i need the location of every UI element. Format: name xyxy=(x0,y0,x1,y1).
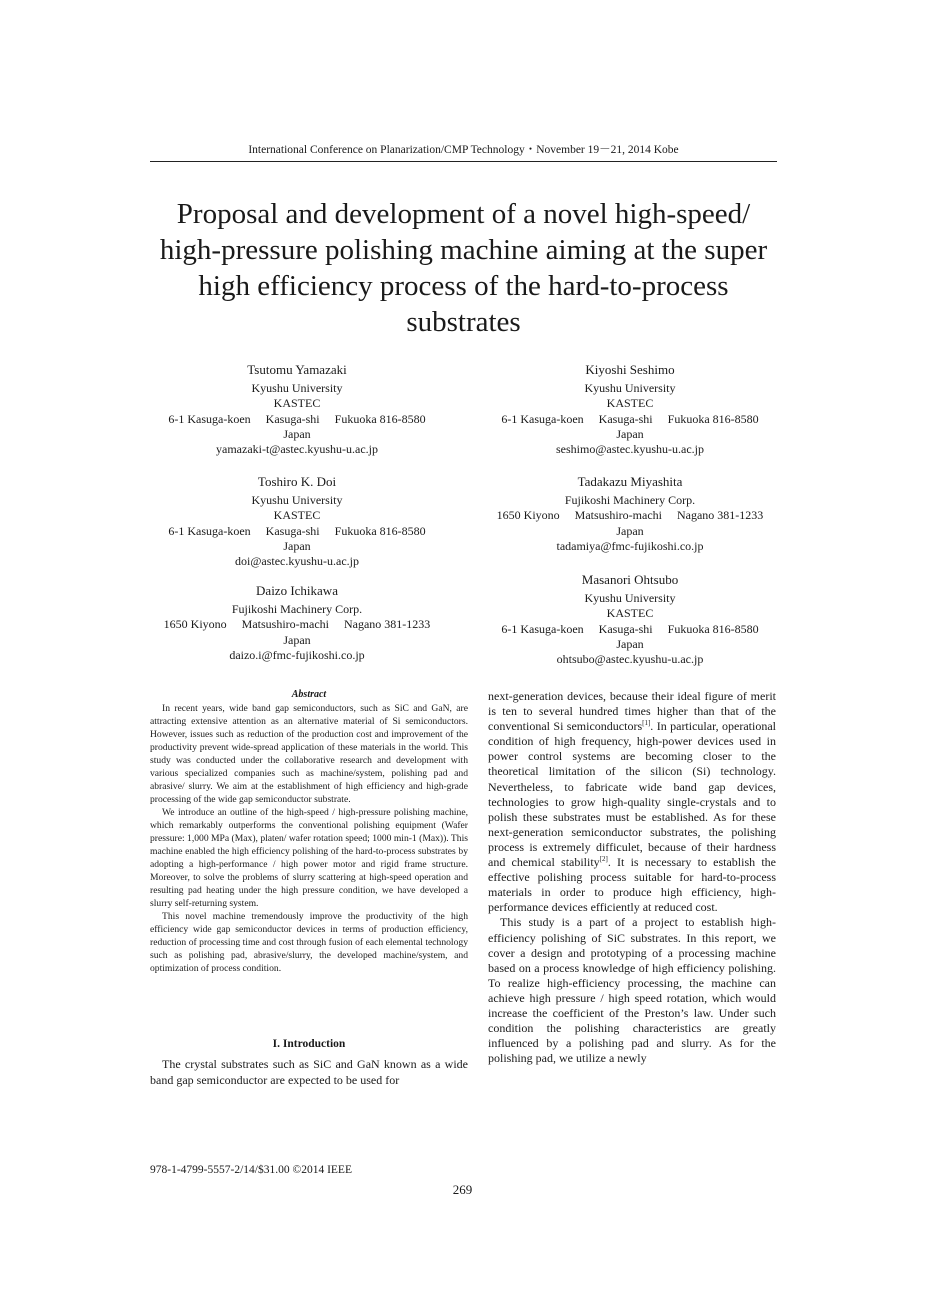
author-block xyxy=(468,572,792,667)
conference-header: International Conference on Planarization/CMP Technology・November 19－21, 2014 Kobe xyxy=(248,144,679,156)
body-paragraph: This study is a part of a project to establish high-efficiency polishing of SiC substrates. In this report, we cover a design and prototyping of a processing machine based on a process knowledge of high efficiency polishing. To realize high-efficiency processing, the machine can achieve high pressure / high speed rotation, which would increase the coefficient of the Preston’s law. Under such condition the polishing characteristics are greatly influenced by a polishing pad and slurry. As for the polishing pad, we utilize a newly xyxy=(488,915,776,1066)
author-name: Masanori Ohtsubo xyxy=(581,572,679,587)
author-block xyxy=(135,583,459,663)
title-line: high-pressure polishing machine aiming at the super xyxy=(159,234,768,266)
author-block xyxy=(135,474,459,569)
author-address: 6-1 Kasuga-koen Kasuga-shi Fukuoka 816-8580 xyxy=(501,411,759,426)
abstract-paragraph: We introduce an outline of the high-speed / high-pressure polishing machine, which remarkably outperforms the conventional polishing equipment (Wafer pressure: 1,000 MPa (Max), platen/ wafer rotation speed; 1000 min-1 (Max)). This machine enabled the high efficiency polishing of the hard-to-process substrates by adopting a high-performance / high power motor and rigid frame structure. Moreover, to solve the problems of slurry scattering at high-speed operation and resulting pad heating under the high pressure condition, we have developed a slurry self-returning system. xyxy=(150,807,468,909)
citation-ref: [1] xyxy=(642,719,651,728)
section-heading-introduction: I. Introduction xyxy=(272,1038,346,1050)
author-country: Japan xyxy=(616,426,644,441)
author-email: daizo.i@fmc-fujikoshi.co.jp xyxy=(229,647,365,662)
author-country: Japan xyxy=(283,426,311,441)
copyright-identifier: 978-1-4799-5557-2/14/$31.00 ©2014 IEEE xyxy=(150,1164,352,1176)
author-dept: KASTEC xyxy=(606,396,654,411)
author-dept: KASTEC xyxy=(606,606,654,621)
author-name: Kiyoshi Seshimo xyxy=(585,362,675,377)
author-affiliation: Kyushu University xyxy=(251,381,343,395)
header-divider xyxy=(150,161,777,162)
author-email: tadamiya@fmc-fujikoshi.co.jp xyxy=(556,538,704,553)
citation-ref: [2] xyxy=(599,855,608,864)
paper-title xyxy=(120,196,807,340)
author-affiliation: Kyushu University xyxy=(584,381,676,395)
author-affiliation: Kyushu University xyxy=(584,591,676,605)
title-line: Proposal and development of a novel high-speed/ xyxy=(176,198,751,230)
author-dept: KASTEC xyxy=(273,396,321,411)
body-text: . In particular, operational condition of high frequency, high-power devices used in power control systems are becoming closer to the theoretical limitation of the silicon (Si) technology. Nevertheless, to fabricate wide band gap devices, technologies to grow high-quality single-crystals and to polish these substrates must be established. As for these next-generation semiconductor substrates, the polishing process is extremely difficulet, because of their hardness and chemical stability xyxy=(488,719,776,870)
author-email: yamazaki-t@astec.kyushu-u.ac.jp xyxy=(216,442,378,457)
author-email: ohtsubo@astec.kyushu-u.ac.jp xyxy=(556,652,704,667)
abstract-paragraph: In recent years, wide band gap semiconductors, such as SiC and GaN, are attracting extensive attention as an alternative material of Si semiconductors. However, issues such as reduction of the production cost and improvement of the productivity prevent wide-spread application of these materials in the world. This study was conducted under the collaborative research and development with various specialized companies such as machine/system, polishing pad and abrasive/ slurry. We aim at the establishment of high efficiency and high-grade processing of the wide gap semiconductor substrate. xyxy=(150,703,468,805)
author-country: Japan xyxy=(283,538,311,553)
author-name: Tadakazu Miyashita xyxy=(577,474,683,489)
author-country: Japan xyxy=(283,632,311,647)
author-email: doi@astec.kyushu-u.ac.jp xyxy=(234,554,360,569)
abstract-heading: Abstract xyxy=(291,689,327,700)
author-country: Japan xyxy=(616,636,644,651)
author-block xyxy=(135,362,459,457)
body-text: . It is necessary to establish the effective polishing process suitable for hard-to-process materials in order to produce high efficiency, high-performance devices efficiently at reduced cost. xyxy=(488,855,776,915)
introduction-paragraph: The crystal substrates such as SiC and GaN known as a wide band gap semiconductor are expected to be used for xyxy=(150,1057,468,1087)
author-address: 6-1 Kasuga-koen Kasuga-shi Fukuoka 816-8580 xyxy=(168,411,426,426)
abstract-section xyxy=(150,688,468,975)
author-address: 6-1 Kasuga-koen Kasuga-shi Fukuoka 816-8580 xyxy=(168,523,426,538)
author-address: 1650 Kiyono Matsushiro-machi Nagano 381-1233 xyxy=(163,617,431,632)
author-name: Tsutomu Yamazaki xyxy=(247,362,347,377)
author-email: seshimo@astec.kyushu-u.ac.jp xyxy=(555,442,705,457)
author-block xyxy=(468,474,792,554)
author-address: 6-1 Kasuga-koen Kasuga-shi Fukuoka 816-8580 xyxy=(501,621,759,636)
abstract-paragraph: This novel machine tremendously improve the productivity of the high efficiency wide gap semiconductor devices in terms of production efficiency, reduction of processing time and cost through fusion of each elemental technology such as polishing pad, abrasive/slurry, the developed machine/system, and optimization of process condition. xyxy=(150,911,468,974)
author-affiliation: Fujikoshi Machinery Corp. xyxy=(564,493,696,507)
author-dept: KASTEC xyxy=(273,508,321,523)
author-affiliation: Fujikoshi Machinery Corp. xyxy=(231,602,363,616)
page-number: 269 xyxy=(452,1182,473,1197)
title-line: substrates xyxy=(406,306,521,338)
body-paragraph xyxy=(488,689,776,915)
author-address: 1650 Kiyono Matsushiro-machi Nagano 381-1233 xyxy=(496,508,764,523)
right-column-body xyxy=(488,689,776,1066)
author-name: Daizo Ichikawa xyxy=(256,583,338,598)
author-country: Japan xyxy=(616,523,644,538)
body-text: next-generation devices, because their ideal figure of merit is ten to several hundred times higher than that of the conventional Si semiconductors xyxy=(488,689,776,734)
author-affiliation: Kyushu University xyxy=(251,493,343,507)
title-line: high efficiency process of the hard-to-process xyxy=(198,270,729,302)
author-name: Toshiro K. Doi xyxy=(257,474,337,489)
author-block xyxy=(468,362,792,457)
